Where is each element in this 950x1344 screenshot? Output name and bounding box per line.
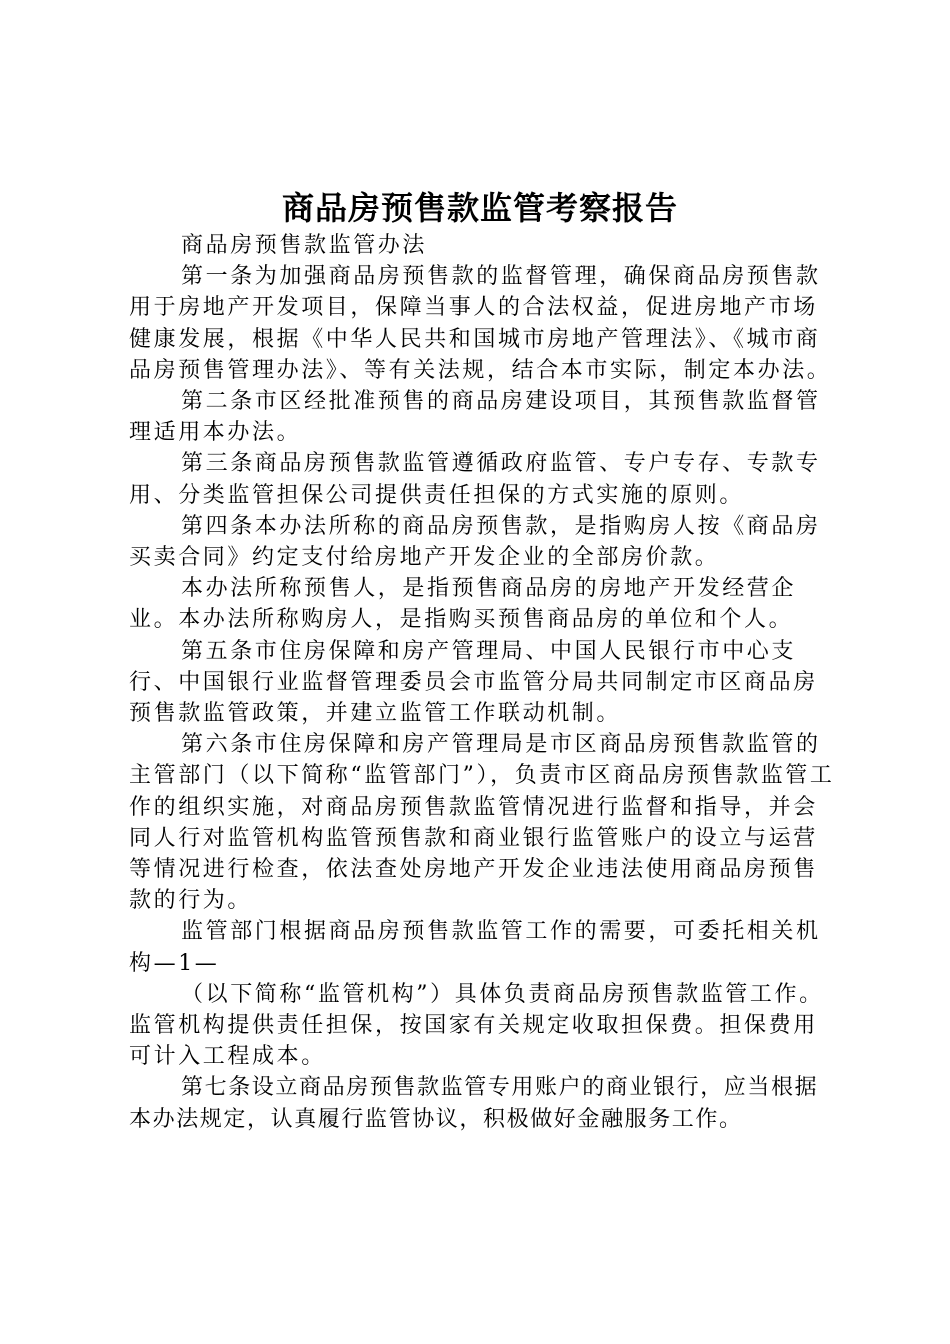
paragraph-article-3: 第三条商品房预售款监管遵循政府监管、专户专存、专款专用、分类监管担保公司提供责任担保的方式实施的原则。 (129, 451, 821, 508)
paragraph-article-5: 第五条市住房保障和房产管理局、中国人民银行市中心支行、中国银行业监督管理委员会市监管分局共同制定市区商品房预售款监管政策，并建立监管工作联动机制。 (129, 638, 818, 727)
paragraph-article-2: 第二条市区经批准预售的商品房建设项目，其预售款监督管理适用本办法。 (129, 389, 821, 446)
document-body (129, 230, 839, 1135)
paragraph-article-4: 第四条本办法所称的商品房预售款，是指购房人按《商品房买卖合同》约定支付给房地产开发企业的全部房价款。 (129, 513, 821, 571)
paragraph-article-4-definitions: 本办法所称预售人，是指预售商品房的房地产开发经营企业。本办法所称购房人，是指购买预售商品房的单位和个人。 (129, 576, 797, 633)
paragraph-subtitle: 商品房预售款监管办法 (181, 233, 428, 258)
paragraph-article-6-continued: （以下简称“监管机构”）具体负责商品房预售款监管工作。监管机构提供责任担保，按国家有关规定收取担保费。担保费用可计入工程成本。 (129, 981, 824, 1070)
document-title: 商品房预售款监管考察报告 (281, 189, 678, 227)
paragraph-article-1: 第一条为加强商品房预售款的监督管理，确保商品房预售款用于房地产开发项目，保障当事人的合法权益，促进房地产市场健康发展，根据《中华人民共和国城市房地产管理法》、《城市商品房预售管理办法》、等有关法规，结合本市实际，制定本办法。 (129, 264, 832, 383)
paragraph-article-6-delegation: 监管部门根据商品房预售款监管工作的需要，可委托相关机构—1— (129, 919, 821, 976)
paragraph-article-6: 第六条市住房保障和房产管理局是市区商品房预售款监管的主管部门（以下简称“监管部门”），负责市区商品房预售款监管工作的组织实施，对商品房预售款监管情况进行监督和指导，并会同人行对监管机构监管预售款和商业银行监管账户的设立与运营等情况进行检查，依法查处房地产开发企业违法使用商品房预售款的行为。 (129, 732, 835, 914)
paragraph-article-7: 第七条设立商品房预售款监管专用账户的商业银行，应当根据本办法规定，认真履行监管协议，积极做好金融服务工作。 (129, 1075, 819, 1132)
